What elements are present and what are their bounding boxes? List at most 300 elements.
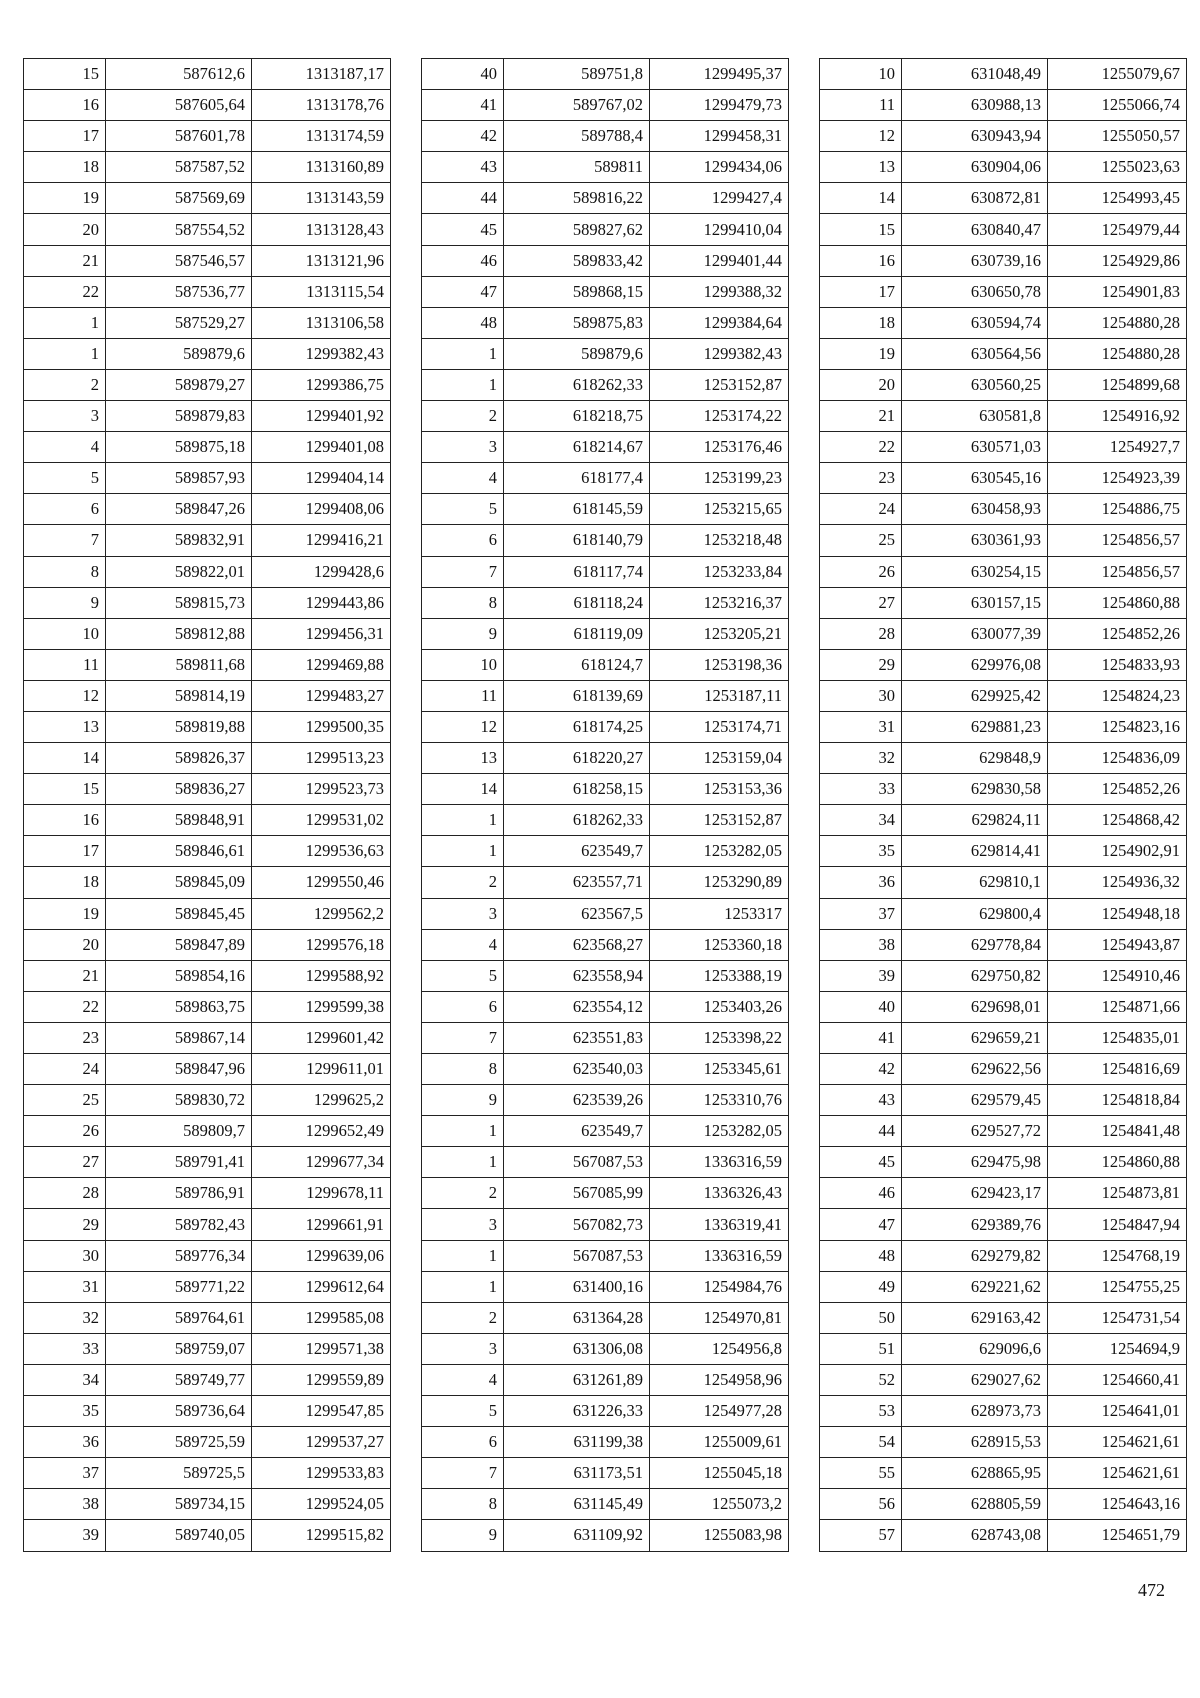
table-row	[24, 711, 391, 742]
y-coordinate-cell: 1313143,59	[252, 183, 391, 214]
x-coordinate-cell: 589815,73	[106, 587, 252, 618]
x-coordinate-cell: 589734,15	[106, 1489, 252, 1520]
x-coordinate-cell: 629096,6	[902, 1333, 1048, 1364]
table-row	[24, 1116, 391, 1147]
table-row	[24, 680, 391, 711]
table-row	[820, 587, 1187, 618]
y-coordinate-cell: 1253233,84	[650, 556, 789, 587]
y-coordinate-cell: 1299571,38	[252, 1333, 391, 1364]
y-coordinate-cell: 1253198,36	[650, 649, 789, 680]
point-number-cell: 27	[820, 587, 902, 618]
point-number-cell: 11	[820, 90, 902, 121]
y-coordinate-cell: 1299410,04	[650, 214, 789, 245]
table-row	[820, 805, 1187, 836]
point-number-cell: 35	[820, 836, 902, 867]
y-coordinate-cell: 1253187,11	[650, 680, 789, 711]
y-coordinate-cell: 1299388,32	[650, 276, 789, 307]
y-coordinate-cell: 1254984,76	[650, 1271, 789, 1302]
y-coordinate-cell: 1299533,83	[252, 1458, 391, 1489]
y-coordinate-cell: 1253360,18	[650, 929, 789, 960]
x-coordinate-cell: 589786,91	[106, 1178, 252, 1209]
point-number-cell: 5	[24, 463, 106, 494]
table-row	[422, 338, 789, 369]
y-coordinate-cell: 1336319,41	[650, 1209, 789, 1240]
table-row	[24, 338, 391, 369]
table-row	[422, 525, 789, 556]
y-coordinate-cell: 1299401,08	[252, 432, 391, 463]
y-coordinate-cell: 1299401,92	[252, 401, 391, 432]
x-coordinate-cell: 618214,67	[504, 432, 650, 463]
x-coordinate-cell: 587554,52	[106, 214, 252, 245]
x-coordinate-cell: 629848,9	[902, 743, 1048, 774]
y-coordinate-cell: 1254835,01	[1048, 1022, 1187, 1053]
y-coordinate-cell: 1254910,46	[1048, 960, 1187, 991]
x-coordinate-cell: 630581,8	[902, 401, 1048, 432]
table-row	[24, 1240, 391, 1271]
x-coordinate-cell: 623551,83	[504, 1022, 650, 1053]
table-row	[24, 59, 391, 90]
point-number-cell: 1	[422, 338, 504, 369]
point-number-cell: 10	[820, 59, 902, 90]
table-row	[820, 152, 1187, 183]
y-coordinate-cell: 1255073,2	[650, 1489, 789, 1520]
table-row	[24, 463, 391, 494]
y-coordinate-cell: 1253218,48	[650, 525, 789, 556]
point-number-cell: 43	[422, 152, 504, 183]
x-coordinate-cell: 618124,7	[504, 649, 650, 680]
table-row	[24, 369, 391, 400]
table-row	[820, 1302, 1187, 1333]
point-number-cell: 20	[24, 214, 106, 245]
y-coordinate-cell: 1299559,89	[252, 1364, 391, 1395]
point-number-cell: 43	[820, 1085, 902, 1116]
point-number-cell: 1	[24, 307, 106, 338]
point-number-cell: 1	[422, 1147, 504, 1178]
x-coordinate-cell: 589751,8	[504, 59, 650, 90]
y-coordinate-cell: 1254873,81	[1048, 1178, 1187, 1209]
table-row	[422, 463, 789, 494]
y-coordinate-cell: 1254816,69	[1048, 1054, 1187, 1085]
point-number-cell: 3	[24, 401, 106, 432]
x-coordinate-cell: 589832,91	[106, 525, 252, 556]
x-coordinate-cell: 618262,33	[504, 369, 650, 400]
y-coordinate-cell: 1254936,32	[1048, 867, 1187, 898]
x-coordinate-cell: 629698,01	[902, 991, 1048, 1022]
y-coordinate-cell: 1299416,21	[252, 525, 391, 556]
table-row	[24, 991, 391, 1022]
y-coordinate-cell: 1299443,86	[252, 587, 391, 618]
table-row	[422, 774, 789, 805]
x-coordinate-cell: 589791,41	[106, 1147, 252, 1178]
x-coordinate-cell: 589879,6	[504, 338, 650, 369]
x-coordinate-cell: 587536,77	[106, 276, 252, 307]
x-coordinate-cell: 623549,7	[504, 836, 650, 867]
y-coordinate-cell: 1313160,89	[252, 152, 391, 183]
table-row	[24, 618, 391, 649]
x-coordinate-cell: 587612,6	[106, 59, 252, 90]
table-row	[24, 743, 391, 774]
y-coordinate-cell: 1254868,42	[1048, 805, 1187, 836]
x-coordinate-cell: 631173,51	[504, 1458, 650, 1489]
point-number-cell: 21	[24, 960, 106, 991]
point-number-cell: 32	[24, 1302, 106, 1333]
y-coordinate-cell: 1253216,37	[650, 587, 789, 618]
table-row	[820, 1085, 1187, 1116]
table-row	[422, 1240, 789, 1271]
point-number-cell: 15	[24, 774, 106, 805]
y-coordinate-cell: 1299456,31	[252, 618, 391, 649]
table-row	[820, 494, 1187, 525]
y-coordinate-cell: 1254916,92	[1048, 401, 1187, 432]
table-row	[820, 1054, 1187, 1085]
table-row	[820, 680, 1187, 711]
x-coordinate-cell: 589830,72	[106, 1085, 252, 1116]
y-coordinate-cell: 1299408,06	[252, 494, 391, 525]
y-coordinate-cell: 1254886,75	[1048, 494, 1187, 525]
point-number-cell: 4	[422, 1364, 504, 1395]
table-row	[820, 836, 1187, 867]
y-coordinate-cell: 1255009,61	[650, 1427, 789, 1458]
y-coordinate-cell: 1299523,73	[252, 774, 391, 805]
y-coordinate-cell: 1254856,57	[1048, 556, 1187, 587]
y-coordinate-cell: 1299500,35	[252, 711, 391, 742]
table-row	[820, 59, 1187, 90]
point-number-cell: 1	[422, 369, 504, 400]
table-row	[24, 152, 391, 183]
y-coordinate-cell: 1254823,16	[1048, 711, 1187, 742]
y-coordinate-cell: 1254860,88	[1048, 587, 1187, 618]
table-row	[24, 1054, 391, 1085]
point-number-cell: 30	[24, 1240, 106, 1271]
point-number-cell: 6	[422, 1427, 504, 1458]
table-row	[24, 1022, 391, 1053]
y-coordinate-cell: 1254927,7	[1048, 432, 1187, 463]
x-coordinate-cell: 589847,89	[106, 929, 252, 960]
x-coordinate-cell: 589827,62	[504, 214, 650, 245]
point-number-cell: 13	[422, 743, 504, 774]
table-row	[422, 587, 789, 618]
table-row	[24, 307, 391, 338]
x-coordinate-cell: 589740,05	[106, 1520, 252, 1551]
point-number-cell: 17	[820, 276, 902, 307]
x-coordinate-cell: 628743,08	[902, 1520, 1048, 1551]
y-coordinate-cell: 1299678,11	[252, 1178, 391, 1209]
point-number-cell: 29	[820, 649, 902, 680]
y-coordinate-cell: 1299550,46	[252, 867, 391, 898]
y-coordinate-cell: 1299588,92	[252, 960, 391, 991]
y-coordinate-cell: 1299639,06	[252, 1240, 391, 1271]
point-number-cell: 5	[422, 1396, 504, 1427]
x-coordinate-cell: 589826,37	[106, 743, 252, 774]
point-number-cell: 33	[820, 774, 902, 805]
y-coordinate-cell: 1254731,54	[1048, 1302, 1187, 1333]
x-coordinate-cell: 618262,33	[504, 805, 650, 836]
point-number-cell: 23	[820, 463, 902, 494]
y-coordinate-cell: 1254660,41	[1048, 1364, 1187, 1395]
table-row	[820, 1333, 1187, 1364]
x-coordinate-cell: 630564,56	[902, 338, 1048, 369]
x-coordinate-cell: 629027,62	[902, 1364, 1048, 1395]
point-number-cell: 18	[24, 867, 106, 898]
table-row	[24, 1178, 391, 1209]
x-coordinate-cell: 630988,13	[902, 90, 1048, 121]
x-coordinate-cell: 623557,71	[504, 867, 650, 898]
x-coordinate-cell: 629824,11	[902, 805, 1048, 836]
x-coordinate-cell: 589822,01	[106, 556, 252, 587]
y-coordinate-cell: 1254818,84	[1048, 1085, 1187, 1116]
x-coordinate-cell: 631109,92	[504, 1520, 650, 1551]
table-row	[820, 90, 1187, 121]
x-coordinate-cell: 589879,6	[106, 338, 252, 369]
y-coordinate-cell: 1254841,48	[1048, 1116, 1187, 1147]
point-number-cell: 10	[24, 618, 106, 649]
y-coordinate-cell: 1254824,23	[1048, 680, 1187, 711]
point-number-cell: 40	[820, 991, 902, 1022]
point-number-cell: 34	[24, 1364, 106, 1395]
point-number-cell: 42	[422, 121, 504, 152]
y-coordinate-cell: 1299625,2	[252, 1085, 391, 1116]
table-row	[24, 1396, 391, 1427]
point-number-cell: 37	[24, 1458, 106, 1489]
point-number-cell: 21	[24, 245, 106, 276]
point-number-cell: 11	[422, 680, 504, 711]
table-row	[820, 1116, 1187, 1147]
table-row	[820, 183, 1187, 214]
y-coordinate-cell: 1299515,82	[252, 1520, 391, 1551]
y-coordinate-cell: 1299386,75	[252, 369, 391, 400]
point-number-cell: 7	[422, 1022, 504, 1053]
table-row	[422, 90, 789, 121]
point-number-cell: 34	[820, 805, 902, 836]
table-row	[820, 245, 1187, 276]
x-coordinate-cell: 631306,08	[504, 1333, 650, 1364]
table-row	[422, 1116, 789, 1147]
y-coordinate-cell: 1253345,61	[650, 1054, 789, 1085]
table-row	[422, 743, 789, 774]
y-coordinate-cell: 1299458,31	[650, 121, 789, 152]
table-row	[422, 1085, 789, 1116]
page-number: 472	[1138, 1580, 1165, 1600]
y-coordinate-cell: 1254929,86	[1048, 245, 1187, 276]
table-row	[24, 1271, 391, 1302]
x-coordinate-cell: 589845,09	[106, 867, 252, 898]
x-coordinate-cell: 630560,25	[902, 369, 1048, 400]
table-row	[422, 898, 789, 929]
point-number-cell: 44	[422, 183, 504, 214]
y-coordinate-cell: 1253176,46	[650, 432, 789, 463]
x-coordinate-cell: 589836,27	[106, 774, 252, 805]
point-number-cell: 12	[422, 711, 504, 742]
x-coordinate-cell: 589771,22	[106, 1271, 252, 1302]
y-coordinate-cell: 1254694,9	[1048, 1333, 1187, 1364]
point-number-cell: 20	[24, 929, 106, 960]
y-coordinate-cell: 1313187,17	[252, 59, 391, 90]
x-coordinate-cell: 629659,21	[902, 1022, 1048, 1053]
table-row	[820, 1489, 1187, 1520]
x-coordinate-cell: 623568,27	[504, 929, 650, 960]
x-coordinate-cell: 628805,59	[902, 1489, 1048, 1520]
table-row	[422, 867, 789, 898]
point-number-cell: 41	[422, 90, 504, 121]
x-coordinate-cell: 631364,28	[504, 1302, 650, 1333]
y-coordinate-cell: 1299427,4	[650, 183, 789, 214]
point-number-cell: 52	[820, 1364, 902, 1395]
point-number-cell: 12	[24, 680, 106, 711]
point-number-cell: 42	[820, 1054, 902, 1085]
y-coordinate-cell: 1254847,94	[1048, 1209, 1187, 1240]
x-coordinate-cell: 589854,16	[106, 960, 252, 991]
y-coordinate-cell: 1253403,26	[650, 991, 789, 1022]
x-coordinate-cell: 629810,1	[902, 867, 1048, 898]
y-coordinate-cell: 1299661,91	[252, 1209, 391, 1240]
point-number-cell: 24	[820, 494, 902, 525]
y-coordinate-cell: 1299599,38	[252, 991, 391, 1022]
x-coordinate-cell: 589811	[504, 152, 650, 183]
point-number-cell: 40	[422, 59, 504, 90]
table-row	[820, 432, 1187, 463]
x-coordinate-cell: 629423,17	[902, 1178, 1048, 1209]
table-row	[422, 836, 789, 867]
x-coordinate-cell: 630077,39	[902, 618, 1048, 649]
x-coordinate-cell: 589819,88	[106, 711, 252, 742]
point-number-cell: 28	[24, 1178, 106, 1209]
table-row	[422, 1396, 789, 1427]
point-number-cell: 3	[422, 898, 504, 929]
point-number-cell: 6	[422, 991, 504, 1022]
point-number-cell: 1	[422, 1240, 504, 1271]
point-number-cell: 45	[820, 1147, 902, 1178]
point-number-cell: 2	[422, 401, 504, 432]
x-coordinate-cell: 587529,27	[106, 307, 252, 338]
y-coordinate-cell: 1254958,96	[650, 1364, 789, 1395]
point-number-cell: 15	[24, 59, 106, 90]
table-row	[24, 245, 391, 276]
point-number-cell: 26	[24, 1116, 106, 1147]
x-coordinate-cell: 630739,16	[902, 245, 1048, 276]
y-coordinate-cell: 1299401,44	[650, 245, 789, 276]
table-row	[820, 1396, 1187, 1427]
table-row	[820, 774, 1187, 805]
x-coordinate-cell: 630571,03	[902, 432, 1048, 463]
table-row	[24, 1364, 391, 1395]
point-number-cell: 50	[820, 1302, 902, 1333]
x-coordinate-cell: 631261,89	[504, 1364, 650, 1395]
y-coordinate-cell: 1254833,93	[1048, 649, 1187, 680]
point-number-cell: 45	[422, 214, 504, 245]
point-number-cell: 9	[422, 1085, 504, 1116]
y-coordinate-cell: 1299585,08	[252, 1302, 391, 1333]
table-row	[422, 432, 789, 463]
point-number-cell: 5	[422, 494, 504, 525]
point-number-cell: 46	[422, 245, 504, 276]
point-number-cell: 2	[422, 1302, 504, 1333]
point-number-cell: 2	[422, 1178, 504, 1209]
table-row	[820, 556, 1187, 587]
point-number-cell: 19	[820, 338, 902, 369]
table-row	[820, 525, 1187, 556]
table-row	[820, 1520, 1187, 1551]
y-coordinate-cell: 1255045,18	[650, 1458, 789, 1489]
table-row	[820, 929, 1187, 960]
x-coordinate-cell: 589846,61	[106, 836, 252, 867]
table-row	[422, 991, 789, 1022]
x-coordinate-cell: 630650,78	[902, 276, 1048, 307]
table-row	[24, 1489, 391, 1520]
point-number-cell: 16	[24, 90, 106, 121]
y-coordinate-cell: 1254923,39	[1048, 463, 1187, 494]
x-coordinate-cell: 589875,18	[106, 432, 252, 463]
y-coordinate-cell: 1255050,57	[1048, 121, 1187, 152]
y-coordinate-cell: 1253290,89	[650, 867, 789, 898]
table-row	[24, 494, 391, 525]
point-number-cell: 21	[820, 401, 902, 432]
point-number-cell: 22	[820, 432, 902, 463]
x-coordinate-cell: 618177,4	[504, 463, 650, 494]
point-number-cell: 29	[24, 1209, 106, 1240]
point-number-cell: 9	[24, 587, 106, 618]
table-row	[422, 1271, 789, 1302]
table-row	[422, 1489, 789, 1520]
table-row	[422, 929, 789, 960]
x-coordinate-cell: 587601,78	[106, 121, 252, 152]
x-coordinate-cell: 587569,69	[106, 183, 252, 214]
point-number-cell: 3	[422, 1333, 504, 1364]
y-coordinate-cell: 1254860,88	[1048, 1147, 1187, 1178]
point-number-cell: 51	[820, 1333, 902, 1364]
point-number-cell: 38	[24, 1489, 106, 1520]
table-row	[820, 867, 1187, 898]
x-coordinate-cell: 630943,94	[902, 121, 1048, 152]
y-coordinate-cell: 1313174,59	[252, 121, 391, 152]
table-row	[422, 121, 789, 152]
point-number-cell: 9	[422, 618, 504, 649]
point-number-cell: 1	[422, 1116, 504, 1147]
table-row	[820, 649, 1187, 680]
y-coordinate-cell: 1254880,28	[1048, 338, 1187, 369]
y-coordinate-cell: 1255066,74	[1048, 90, 1187, 121]
point-number-cell: 31	[24, 1271, 106, 1302]
x-coordinate-cell: 623567,5	[504, 898, 650, 929]
point-number-cell: 38	[820, 929, 902, 960]
table-row	[820, 711, 1187, 742]
point-number-cell: 9	[422, 1520, 504, 1551]
table-row	[422, 1178, 789, 1209]
table-row	[24, 1302, 391, 1333]
x-coordinate-cell: 629778,84	[902, 929, 1048, 960]
point-number-cell: 16	[24, 805, 106, 836]
y-coordinate-cell: 1253153,36	[650, 774, 789, 805]
table-row	[820, 1364, 1187, 1395]
point-number-cell: 1	[24, 338, 106, 369]
y-coordinate-cell: 1299382,43	[252, 338, 391, 369]
point-number-cell: 16	[820, 245, 902, 276]
y-coordinate-cell: 1255079,67	[1048, 59, 1187, 90]
point-number-cell: 5	[422, 960, 504, 991]
point-number-cell: 7	[24, 525, 106, 556]
y-coordinate-cell: 1254856,57	[1048, 525, 1187, 556]
x-coordinate-cell: 629389,76	[902, 1209, 1048, 1240]
x-coordinate-cell: 629579,45	[902, 1085, 1048, 1116]
table-row	[422, 618, 789, 649]
x-coordinate-cell: 618139,69	[504, 680, 650, 711]
table-row	[422, 1209, 789, 1240]
x-coordinate-cell: 631199,38	[504, 1427, 650, 1458]
y-coordinate-cell: 1254852,26	[1048, 774, 1187, 805]
table-row	[422, 1520, 789, 1551]
x-coordinate-cell: 629221,62	[902, 1271, 1048, 1302]
table-row	[820, 743, 1187, 774]
x-coordinate-cell: 589848,91	[106, 805, 252, 836]
